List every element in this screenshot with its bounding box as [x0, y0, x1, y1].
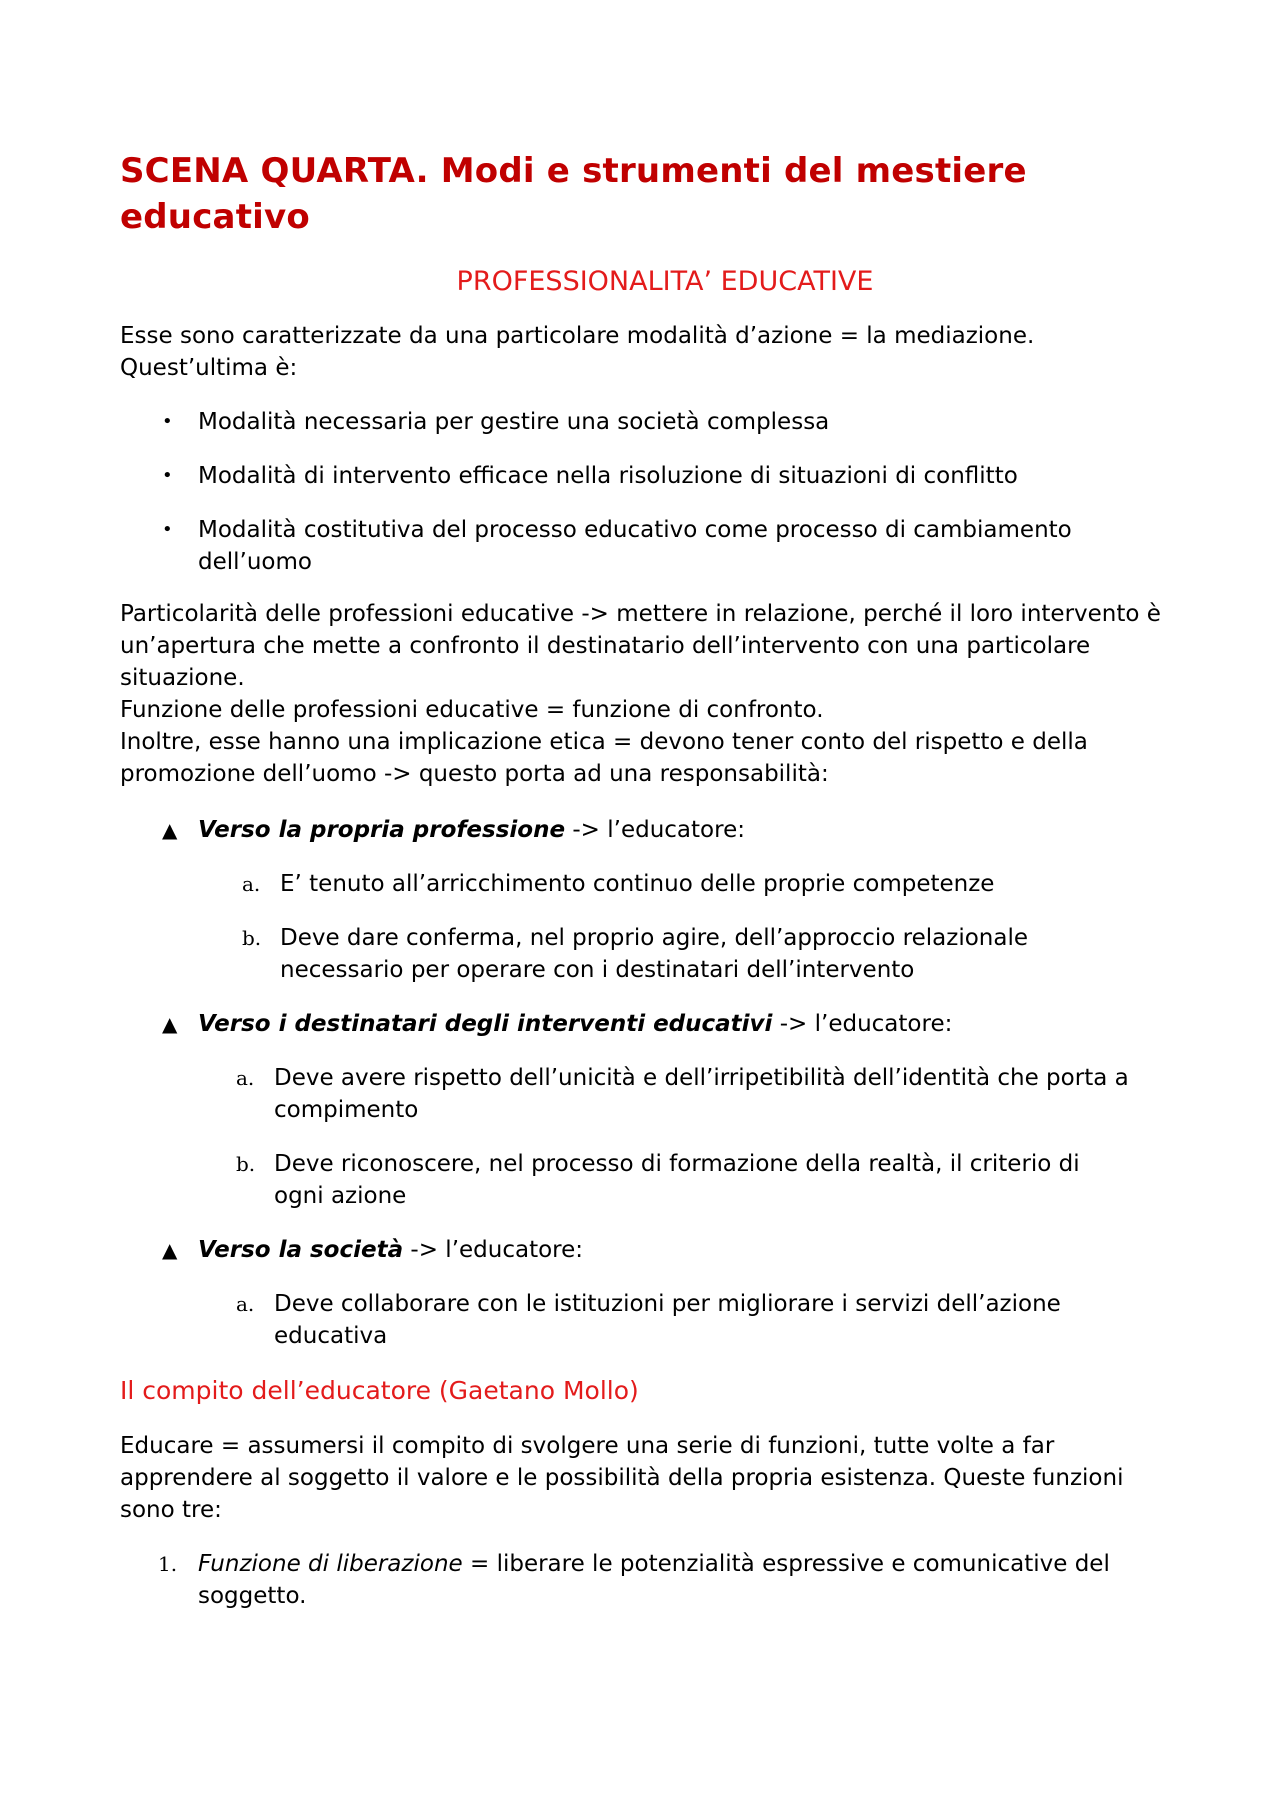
responsibility-item — [120, 1008, 1170, 1040]
sub-list-societa — [120, 1288, 1170, 1352]
responsibility-list — [120, 1234, 1170, 1266]
paragraph-educare: Educare = assumersi il compito di svolgere una serie di funzioni, tutte volte a far apprendere al soggetto il valore e le possibilità della propria esistenza. Queste funzioni sono tre: — [120, 1433, 1124, 1523]
bullet-marker: • — [162, 411, 173, 432]
letter-marker: a. — [236, 1292, 255, 1316]
responsibility-list — [120, 1008, 1170, 1040]
list-item-text: Deve dare conferma, nel proprio agire, dell’approccio relazionale necessario per operare con i destinatari dell’intervento — [280, 925, 1028, 983]
triangle-marker: ▲ — [162, 818, 178, 842]
responsibility-label: Verso i destinatari degli interventi educativi — [198, 1011, 773, 1037]
list-item — [120, 1548, 1170, 1612]
list-item-text: Modalità costitutiva del processo educativo come processo di cambiamento dell’uomo — [198, 517, 1072, 575]
responsibility-item — [120, 1234, 1170, 1266]
letter-marker: b. — [242, 926, 262, 950]
page-title: SCENA QUARTA. Modi e strumenti del mestiere educativo — [120, 151, 1027, 237]
list-item-text: Deve avere rispetto dell’unicità e dell’irripetibilità dell’identità che porta a compimento — [274, 1065, 1129, 1123]
mediation-bullet-list — [120, 406, 1170, 578]
list-item — [120, 460, 1170, 492]
responsibility-suffix: -> l’educatore: — [565, 817, 745, 843]
responsibility-item — [120, 814, 1170, 846]
sub-list-professione — [120, 868, 1170, 986]
list-item — [120, 1062, 1170, 1126]
responsibility-list — [120, 814, 1170, 846]
letter-marker: a. — [242, 872, 261, 896]
intro-line-1: Esse sono caratterizzate da una particolare modalità d’azione = la mediazione. — [120, 323, 1035, 349]
responsibility-suffix: -> l’educatore: — [772, 1011, 953, 1037]
paragraph-particolarita: Particolarità delle professioni educative -> mettere in relazione, perché il loro intervento è un’apertura che mette a confronto il destinatario dell’intervento con una particolare situazione. — [120, 601, 1161, 691]
number-marker: 1. — [158, 1552, 178, 1576]
bullet-marker: • — [162, 519, 173, 540]
list-item — [120, 514, 1170, 578]
list-item — [120, 1288, 1170, 1352]
section-heading-professionalita: PROFESSIONALITA’ EDUCATIVE — [456, 266, 874, 297]
letter-marker: b. — [236, 1152, 256, 1176]
list-item-text: Deve riconoscere, nel processo di formazione della realtà, il criterio di ogni azione — [274, 1151, 1080, 1209]
responsibility-label: Verso la propria professione — [198, 817, 566, 843]
letter-marker: a. — [236, 1066, 255, 1090]
function-text: = liberare le potenzialità espressive e comunicative del soggetto. — [198, 1551, 1110, 1609]
bullet-marker: • — [162, 465, 173, 486]
list-item-text: Modalità di intervento efficace nella risoluzione di situazioni di conflitto — [198, 463, 1018, 489]
paragraph-implicazione-etica: Inoltre, esse hanno una implicazione etica = devono tener conto del rispetto e della promozione dell’uomo -> questo porta ad una responsabilità: — [120, 729, 1088, 787]
list-item-text: Deve collaborare con le istituzioni per migliorare i servizi dell’azione educativa — [274, 1291, 1061, 1349]
function-label: Funzione di liberazione — [198, 1551, 463, 1577]
paragraph-funzione: Funzione delle professioni educative = funzione di confronto. — [120, 697, 824, 723]
responsibility-suffix: -> l’educatore: — [403, 1237, 584, 1263]
responsibility-label: Verso la società — [198, 1237, 404, 1263]
list-item — [120, 868, 1170, 900]
document-content — [120, 148, 1170, 1634]
triangle-marker: ▲ — [162, 1238, 178, 1262]
list-item-text: Modalità necessaria per gestire una società complessa — [198, 409, 830, 435]
functions-list — [120, 1548, 1170, 1612]
list-item — [120, 406, 1170, 438]
intro-line-2: Quest’ultima è: — [120, 355, 298, 381]
section-heading-compito: Il compito dell’educatore (Gaetano Mollo) — [120, 1376, 639, 1405]
triangle-marker: ▲ — [162, 1012, 178, 1036]
list-item — [120, 1148, 1170, 1212]
list-item — [120, 922, 1170, 986]
list-item-text: E’ tenuto all’arricchimento continuo delle proprie competenze — [280, 871, 995, 897]
sub-list-destinatari — [120, 1062, 1170, 1212]
